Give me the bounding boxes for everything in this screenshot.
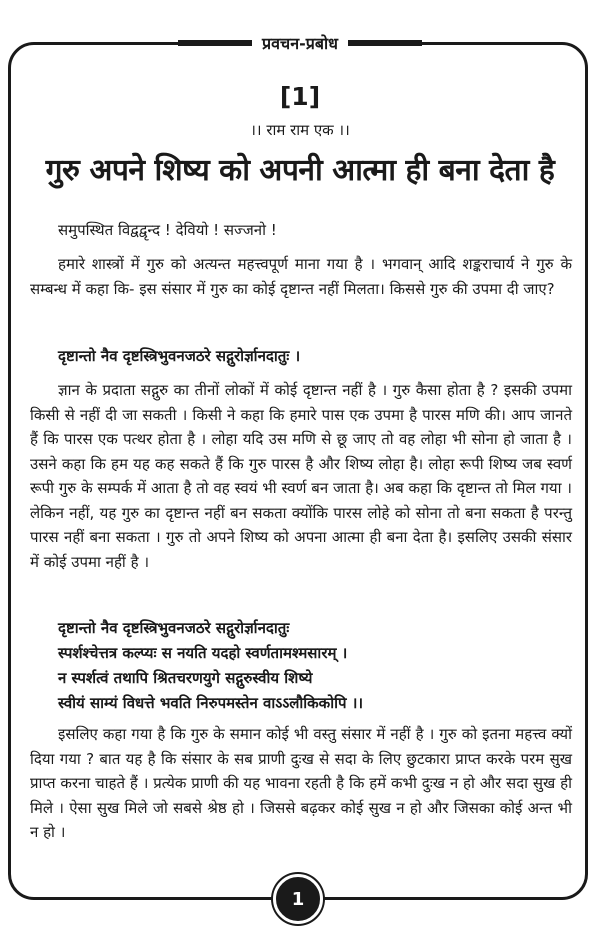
paragraph-1: हमारे शास्त्रों में गुरु को अत्यन्त महत्त्वपूर्ण माना गया है । भगवान् आदि शङ्कराचार्य ने गुरु के सम्बन्ध में कहा कि- इस संसार में गुरु का कोई दृष्टान्त नहीं मिलता। किससे गुरु की उपमा दी जाए? [30, 255, 572, 298]
running-title: प्रवचन-प्रबोध [252, 32, 348, 54]
chapter-title: गुरु अपने शिष्य को अपनी आत्मा ही बना देता है [45, 153, 555, 188]
paragraph-3: इसलिए कहा गया है कि गुरु के समान कोई भी वस्तु संसार में नहीं है । गुरु को इतना महत्त्व क्यों दिया गया ? बात यह है कि संसार के सब प्राणी दुःख से सदा के लिए छुटकारा प्राप्त करके परम सुख प्राप्त करना चाहते हैं । प्रत्येक प्राणी की यह भावना रहती है कि हमें कभी दुःख न हो और सदा सुख ही मिले । ऐसा सुख मिले जो सबसे श्रेष्ठ हो । जिससे बढ़कर कोई सुख न हो और जिसका कोई अन्त भी न हो । [30, 725, 572, 841]
verse-line: स्पर्शश्चेत्तत्र कल्प्यः स नयति यदहो स्वर्णतामश्मसारम् । [58, 644, 348, 662]
salutation: समुपस्थित विद्वद्वृन्द ! देवियो ! सज्जनो ! [58, 221, 277, 239]
page-number-badge: 1 [273, 874, 323, 924]
verse-quote-1: दृष्टान्तो नैव दृष्टस्त्रिभुवनजठरे सद्गुरोर्ज्ञानदातुः । [58, 347, 301, 365]
running-header [0, 32, 600, 54]
invocation-line: ।। राम राम एक ।। [250, 121, 350, 139]
verse-line: न स्पर्शत्वं तथापि श्रितचरणयुगे सद्गुरुस्वीय शिष्ये [58, 669, 313, 687]
verse-line: दृष्टान्तो नैव दृष्टस्त्रिभुवनजठरे सद्गुरोर्ज्ञानदातुः [58, 619, 290, 637]
chapter-number: [1] [279, 82, 321, 111]
verse-line: स्वीयं साम्यं विधत्ते भवति निरुपमस्तेन वाऽऽलौकिकोपि ।। [58, 694, 364, 712]
header-rule-left [178, 40, 252, 46]
paragraph-2: ज्ञान के प्रदाता सद्गुरु का तीनों लोकों में कोई दृष्टान्त नहीं है । गुरु कैसा होता है ? इसकी उपमा किसी से नहीं दी जा सकती । किसी ने कहा कि हमारे पास एक उपमा है पारस मणि की। आप जानते हैं कि पारस एक पत्थर होता है । लोहा यदि उस मणि से छू जाए तो वह लोहा भी सोना हो जाता है । उसने कहा कि हम यह कह सकते हैं कि गुरु पारस है और शिष्य लोहा है। लोहा रूपी शिष्य जब स्वर्ण रूपी गुरु के सम्पर्क में आता है तो वह स्वयं भी स्वर्ण बन जाता है। अब कहा कि दृष्टान्त तो मिल गया । लेकिन नहीं, यह गुरु का दृष्टान्त नहीं बन सकता क्योंकि पारस लोहे को सोना तो बना सकता है परन्तु पारस नहीं बना सकता । गुरु तो अपने शिष्य को अपना आत्मा ही बना देता है। इसलिए उसकी संसार में कोई उपमा नहीं है । [30, 381, 572, 571]
verse-block [58, 616, 363, 716]
header-rule-right [348, 40, 422, 46]
